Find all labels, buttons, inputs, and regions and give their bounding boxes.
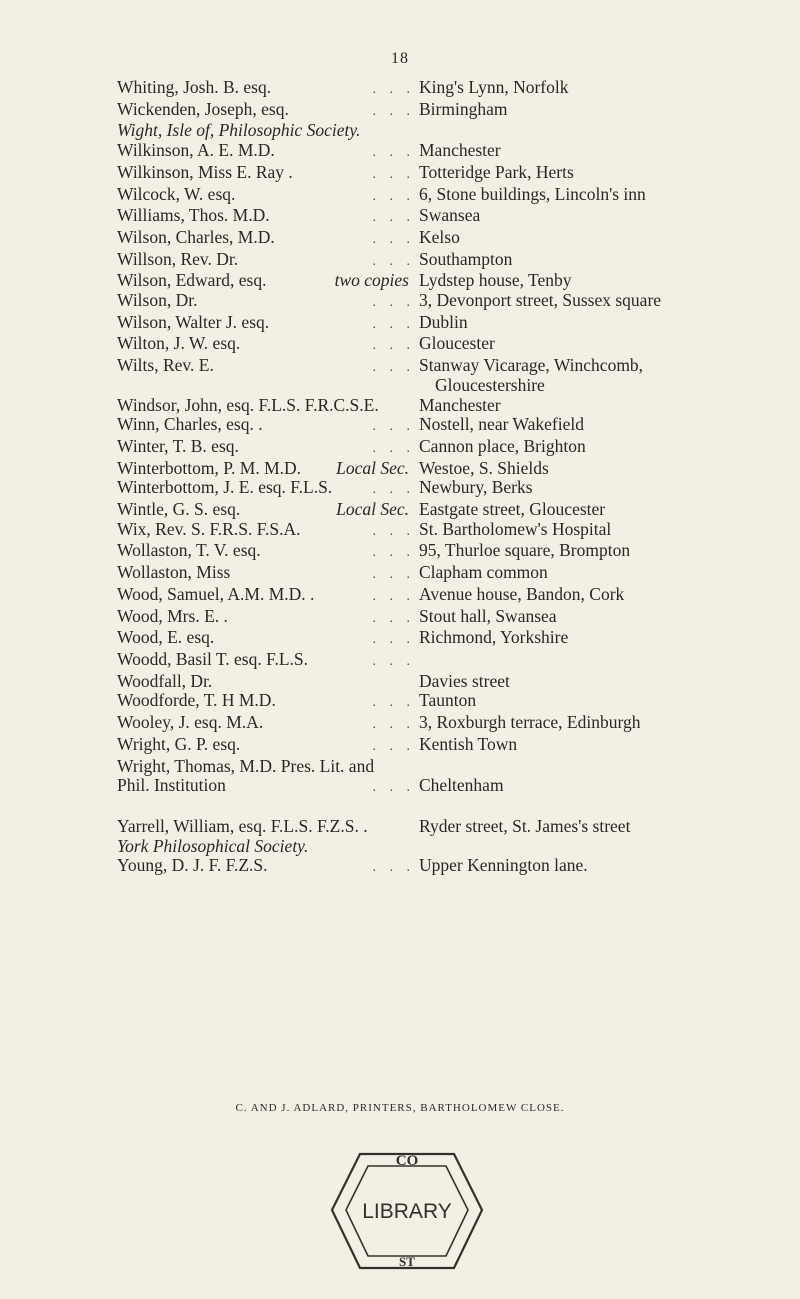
address-line: Lydstep house, Tenby [419,270,572,291]
entry-name-cell [0,185,415,207]
entry-name-cell [0,735,415,757]
list-entry [0,650,800,672]
entry-name: Wilkinson, Miss E. Ray . [117,161,293,182]
entry-name: Wright, Thomas, M.D. Pres. Lit. and [117,755,375,776]
entry-name: Wooley, J. esq. M.A. [117,712,264,733]
address-line: Newbury, Berks [419,477,533,498]
list-entry [0,396,800,416]
list-entry [0,776,800,798]
entry-address [415,313,800,333]
address-line: Dublin [419,311,468,332]
entry-name: Wilson, Charles, M.D. [117,226,275,247]
entry-address [415,817,800,837]
entry-name: Wollaston, T. V. esq. [117,540,261,561]
entry-address [415,520,800,540]
dot-leader: . . . [372,419,415,435]
entry-name-cell [0,206,415,228]
entry-name-cell [0,313,415,335]
dot-leader: . . . [372,653,415,669]
entry-name: Wilson, Edward, esq. [117,270,267,291]
address-line: Eastgate street, Gloucester [419,499,606,520]
address-line: 3, Roxburgh terrace, Edinburgh [419,712,641,733]
entry-name: Wix, Rev. S. F.R.S. F.S.A. [117,518,301,539]
list-entry [0,478,800,500]
list-entry [0,100,800,122]
dot-leader: . . . [372,188,415,204]
address-line: Ryder street, St. James's street [419,815,631,836]
page-number: 18 [391,50,409,67]
entry-name: Wilts, Rev. E. [117,355,214,376]
stamp-ring-bottom: ST [399,1254,415,1269]
entry-name: Wood, Samuel, A.M. M.D. . [117,583,315,604]
entry-name-cell [0,396,415,416]
entry-address [415,735,800,755]
dot-leader: . . . [372,210,415,226]
entry-name-cell [0,100,415,122]
list-entry [0,78,800,100]
entry-name: Phil. Institution [117,775,226,796]
entry-address [415,672,800,692]
entry-name: Winterbottom, P. M. M.D. [117,457,302,478]
entry-address [415,291,800,311]
dot-leader: . . . [372,360,415,376]
address-line: Richmond, Yorkshire [419,627,569,648]
list-entry [0,585,800,607]
entry-name: Wight, Isle of, Philosophic Society. [117,120,361,141]
dot-leader: . . . [372,632,415,648]
entry-name-cell [0,541,415,563]
list-entry [0,735,800,757]
subscriber-list [0,78,800,878]
entry-note: Local Sec. [336,457,409,478]
entry-name-cell [0,415,415,437]
dot-leader: . . . [372,231,415,247]
entry-name-cell [0,121,415,141]
address-line: 95, Thurloe square, Brompton [419,540,631,561]
entry-address [415,607,800,627]
entry-name: Wood, Mrs. E. . [117,605,228,626]
dot-leader: . . . [372,588,415,604]
entry-address [415,78,800,98]
address-line: Southampton [419,248,513,269]
entry-address [415,776,800,796]
entry-name: Young, D. J. F. F.Z.S. [117,855,268,876]
entry-name: Willson, Rev. Dr. [117,248,239,269]
entry-name: York Philosophical Society. [117,835,309,856]
address-line: Totteridge Park, Herts [419,161,574,182]
list-entry [0,437,800,459]
entry-address [415,713,800,733]
dot-leader: . . . [372,316,415,332]
list-entry [0,520,800,542]
entry-name: Woodfall, Dr. [117,670,213,691]
list-entry [0,459,800,479]
entry-name-cell [0,78,415,100]
library-stamp [312,1132,502,1297]
list-entry [0,415,800,437]
entry-name: Wintle, G. S. esq. [117,499,241,520]
entry-note: two copies [334,270,409,291]
entry-name: Yarrell, William, esq. F.L.S. F.Z.S. . [117,815,368,836]
address-line: Kentish Town [419,733,518,754]
entry-address [415,250,800,270]
entry-name: Wright, G. P. esq. [117,733,241,754]
entry-name: Winter, T. B. esq. [117,435,239,456]
entry-name-cell [0,459,415,479]
entry-name-cell [0,628,415,650]
entry-address [415,541,800,561]
address-line: Clapham common [419,562,548,583]
entry-name: Wollaston, Miss [117,562,231,583]
entry-name-cell [0,650,415,672]
dot-leader: . . . [372,738,415,754]
list-entry [0,817,800,837]
entry-name: Wilcock, W. esq. [117,183,236,204]
address-line: 6, Stone buildings, Lincoln's inn [419,183,646,204]
dot-leader: . . . [372,440,415,456]
stamp-label: LIBRARY [362,1200,452,1223]
entry-address [415,228,800,248]
list-entry [0,672,800,692]
entry-name: Wilson, Dr. [117,290,198,311]
list-entry [0,271,800,291]
address-line: Cannon place, Brighton [419,435,586,456]
entry-address [415,396,800,416]
dot-leader: . . . [372,545,415,561]
address-line: Gloucester [419,333,495,354]
list-entry [0,185,800,207]
entry-name-cell [0,817,415,837]
entry-address [415,500,800,520]
entry-address [415,206,800,226]
dot-leader: . . . [372,860,415,876]
address-line: Davies street [419,670,510,691]
entry-name-cell [0,776,415,798]
address-line: Westoe, S. Shields [419,457,549,478]
entry-address [415,100,800,120]
address-line: Kelso [419,226,460,247]
entry-name-cell [0,585,415,607]
list-entry [0,607,800,629]
entry-name-cell [0,250,415,272]
list-entry [0,691,800,713]
list-entry [0,563,800,585]
list-entry [0,713,800,735]
entry-name-cell [0,713,415,735]
entry-name-cell [0,271,415,291]
address-line: St. Bartholomew's Hospital [419,518,612,539]
list-entry [0,121,800,141]
list-entry [0,141,800,163]
dot-leader: . . . [372,695,415,711]
entry-name: Wickenden, Joseph, esq. [117,98,289,119]
entry-address [415,691,800,711]
entry-name: Wilson, Walter J. esq. [117,311,270,332]
address-line: Manchester [419,394,501,415]
address-line: Birmingham [419,98,508,119]
dot-leader: . . . [372,166,415,182]
entry-address [415,856,800,876]
entry-name: Wilkinson, A. E. M.D. [117,140,275,161]
entry-address [415,271,800,291]
dot-leader: . . . [372,253,415,269]
address-line: 3, Devonport street, Sussex square [419,290,662,311]
entry-name-cell [0,334,415,356]
entry-address [415,585,800,605]
address-line: Swansea [419,205,481,226]
entry-name-cell [0,563,415,585]
entry-name-cell [0,356,415,378]
dot-leader: . . . [372,145,415,161]
list-entry [0,541,800,563]
list-entry [0,334,800,356]
entry-name: Wood, E. esq. [117,627,215,648]
entry-name-cell [0,141,415,163]
entry-name-cell [0,500,415,520]
list-entry [0,206,800,228]
address-line: Stout hall, Swansea [419,605,557,626]
entry-name: Whiting, Josh. B. esq. [117,77,272,97]
entry-name: Wilton, J. W. esq. [117,333,241,354]
entry-address [415,478,800,498]
list-entry [0,228,800,250]
entry-name-cell [0,757,415,777]
entry-name-cell [0,607,415,629]
entry-address [415,163,800,183]
dot-leader: . . . [372,523,415,539]
address-line: Taunton [419,690,477,711]
list-entry [0,628,800,650]
list-entry [0,163,800,185]
entry-name-cell [0,837,415,857]
entry-name-cell [0,437,415,459]
printer-imprint: C. AND J. ADLARD, PRINTERS, BARTHOLOMEW CLOSE. [235,1102,565,1114]
list-entry [0,757,800,777]
list-entry [0,856,800,878]
address-line: Avenue house, Bandon, Cork [419,583,625,604]
address-line: Nostell, near Wakefield [419,414,584,435]
list-entry [0,313,800,335]
list-entry [0,500,800,520]
entry-name: Windsor, John, esq. F.L.S. F.R.C.S.E. [117,394,379,415]
entry-address [415,628,800,648]
address-line: Cheltenham [419,775,504,796]
list-entry [0,837,800,857]
entry-name-cell [0,228,415,250]
dot-leader: . . . [372,717,415,733]
entry-address [415,185,800,205]
dot-leader: . . . [372,610,415,626]
entry-address [415,437,800,457]
dot-leader: . . . [372,103,415,119]
dot-leader: . . . [372,295,415,311]
entry-name-cell [0,856,415,878]
entry-name: Woodd, Basil T. esq. F.L.S. [117,648,308,669]
dot-leader: . . . [372,567,415,583]
dot-leader: . . . [372,82,415,97]
entry-name-cell [0,478,415,500]
dot-leader: . . . [372,482,415,498]
entry-name-cell [0,672,415,692]
entry-address [415,334,800,354]
entry-address [415,459,800,479]
entry-note: Local Sec. [336,499,409,520]
dot-leader: . . . [372,780,415,796]
entry-name-cell [0,520,415,542]
address-line: Gloucestershire [435,374,545,395]
address-line: Upper Kennington lane. [419,855,588,876]
list-entry [0,291,800,313]
entry-name-cell [0,291,415,313]
entry-name: Winn, Charles, esq. . [117,414,263,435]
entry-address [415,415,800,435]
stamp-ring-top: CO [395,1153,419,1169]
list-entry [0,250,800,272]
entry-name: Woodforde, T. H M.D. [117,690,276,711]
entry-name-cell [0,691,415,713]
entry-address [415,356,800,395]
entry-address [415,563,800,583]
entry-name: Winterbottom, J. E. esq. F.L.S. [117,477,333,498]
address-line: King's Lynn, Norfolk [419,77,569,97]
list-entry [0,356,800,395]
address-line: Manchester [419,140,501,161]
dot-leader: . . . [372,338,415,354]
entry-name: Williams, Thos. M.D. [117,205,270,226]
address-line: Stanway Vicarage, Winchcomb, [419,355,644,376]
entry-address [415,141,800,161]
entry-name-cell [0,163,415,185]
